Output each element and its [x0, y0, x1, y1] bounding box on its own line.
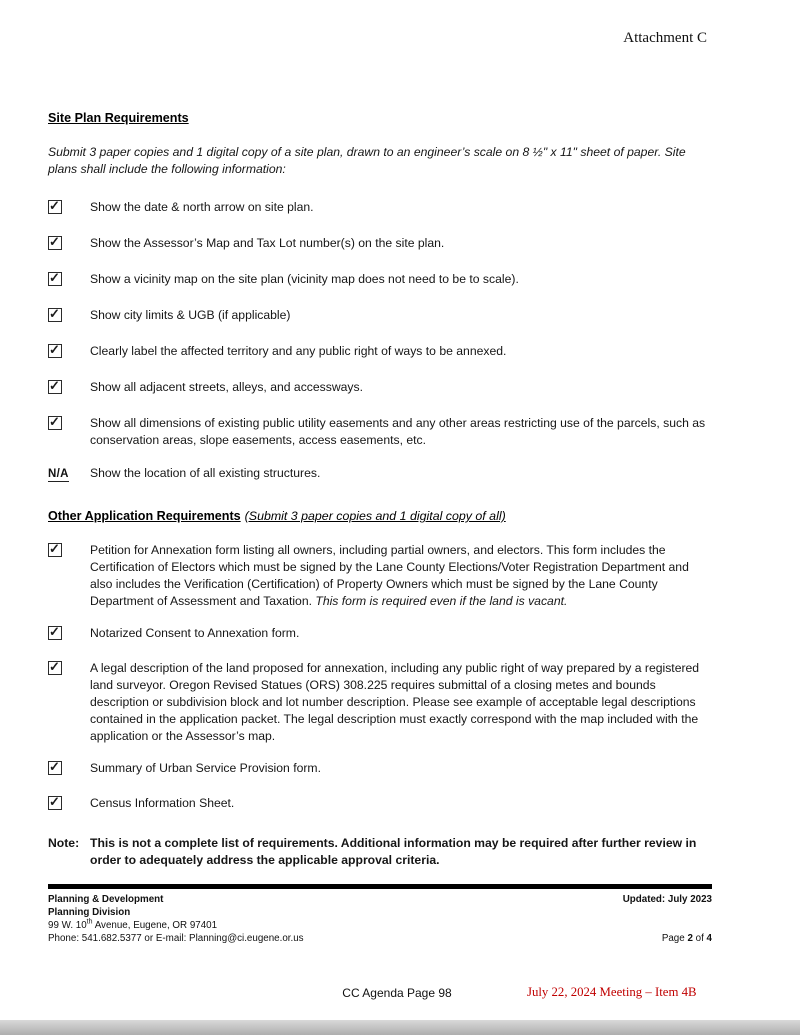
agenda-page-label: CC Agenda Page 98	[342, 986, 452, 1000]
footer-address-sup: th	[86, 918, 93, 926]
other-requirements-heading	[48, 508, 712, 525]
footer-contact: Phone: 541.682.5377 or E-mail: Planning@ci.eugene.or.us	[48, 933, 304, 944]
checked-checkbox-icon	[48, 761, 62, 775]
checklist-item	[48, 415, 712, 449]
checklist-item-text: Show all adjacent streets, alleys, and accessways.	[90, 380, 363, 394]
document-content	[48, 110, 712, 869]
footer-page-total: 4	[706, 933, 712, 944]
checklist-item	[48, 625, 712, 645]
checked-checkbox-icon	[48, 626, 62, 640]
checklist-item	[48, 307, 712, 327]
footer-org: Planning & Development	[48, 894, 164, 905]
checklist-item	[48, 465, 712, 482]
footer-address-pre: 99 W. 10	[48, 920, 87, 931]
checklist-item-text: Show city limits & UGB (if applicable)	[90, 308, 291, 322]
checklist-item	[48, 271, 712, 291]
checklist-item	[48, 542, 712, 610]
checked-checkbox-icon	[48, 661, 62, 675]
checklist-item-text: Show the date & north arrow on site plan.	[90, 200, 314, 214]
checklist-item-text: Show the Assessor’s Map and Tax Lot number(s) on the site plan.	[90, 236, 445, 250]
footer-division: Planning Division	[48, 907, 131, 918]
item-marker	[48, 625, 90, 645]
checklist-item-text: Summary of Urban Service Provision form.	[90, 761, 321, 775]
footer-page-middle: of	[695, 933, 704, 944]
checklist-item-text: Show the location of all existing structures.	[90, 466, 321, 480]
item-marker	[48, 271, 90, 291]
page-footer	[48, 884, 712, 945]
item-marker	[48, 795, 90, 815]
checklist-item	[48, 343, 712, 363]
note-label: Note:	[48, 836, 80, 850]
checked-checkbox-icon	[48, 272, 62, 286]
checklist-item-text: Show a vicinity map on the site plan (vicinity map does not need to be to scale).	[90, 272, 519, 286]
checklist-item	[48, 760, 712, 780]
meeting-item-label: July 22, 2024 Meeting – Item 4B	[527, 985, 697, 999]
na-marker: N/A	[48, 468, 69, 480]
checklist-item-text-main: Petition for Annexation form listing all owners, including partial owners, and electors. This form includes the Certification of Electors which must be signed by the Lane County Elections/Voter Registration Department and also includes the Verification (Certification) of Property Owners which must be signed by the Lane County Department of Assessment and Taxation.	[90, 543, 689, 608]
footer-updated: Updated: July 2023	[622, 894, 712, 905]
scan-edge	[0, 1020, 800, 1035]
note-text: This is not a complete list of requirements. Additional information may be required after further review in order to adequately address the applicable approval criteria.	[90, 836, 697, 867]
item-marker	[48, 235, 90, 255]
checklist-item-text: Clearly label the affected territory and any public right of ways to be annexed.	[90, 344, 507, 358]
footer-page-current: 2	[687, 933, 693, 944]
item-marker	[48, 542, 90, 562]
item-marker	[48, 660, 90, 680]
item-marker	[48, 307, 90, 327]
checked-checkbox-icon	[48, 308, 62, 322]
other-requirements-heading-note: (Submit 3 paper copies and 1 digital copy of all)	[244, 509, 506, 523]
checklist-item-text: Show all dimensions of existing public utility easements and any other areas restricting use of the parcels, such as conservation areas, slope easements, access easements, etc.	[90, 416, 706, 447]
checked-checkbox-icon	[48, 200, 62, 214]
item-marker	[48, 760, 90, 780]
footer-page-prefix: Page	[661, 933, 685, 944]
checked-checkbox-icon	[48, 416, 62, 430]
footer-divider	[48, 884, 712, 889]
checked-checkbox-icon	[48, 796, 62, 810]
checklist-item	[48, 379, 712, 399]
checklist-item-text: A legal description of the land proposed for annexation, including any public right of way prepared by a registered land surveyor. Oregon Revised Statues (ORS) 308.225 requires submittal of a closing metes and bounds description or subdivision block and lot number description. Please see example of acceptable legal descriptions contained in the application packet. The legal description must exactly correspond with the map included with the application or the Assessor’s map.	[90, 661, 700, 743]
item-marker	[48, 465, 90, 482]
checked-checkbox-icon	[48, 236, 62, 250]
checklist-item-text	[90, 542, 712, 610]
checklist-item	[48, 235, 712, 255]
site-plan-heading: Site Plan Requirements	[48, 111, 189, 125]
item-marker	[48, 343, 90, 363]
checklist-item-text-italic: This form is required even if the land is vacant.	[315, 594, 568, 608]
site-plan-intro: Submit 3 paper copies and 1 digital copy of a site plan, drawn to an engineer’s scale on 8 ½" x 11" sheet of paper. Site plans shall include the following information:	[48, 145, 686, 176]
other-requirements-heading-title: Other Application Requirements	[48, 509, 241, 523]
checklist-item	[48, 795, 712, 815]
footer-address	[48, 919, 712, 932]
checked-checkbox-icon	[48, 344, 62, 358]
checked-checkbox-icon	[48, 543, 62, 557]
checklist-item-text: Notarized Consent to Annexation form.	[90, 626, 300, 640]
checklist-item-text: Census Information Sheet.	[90, 796, 235, 810]
item-marker	[48, 379, 90, 399]
item-marker	[48, 199, 90, 219]
footer-page-number	[662, 932, 712, 945]
checklist-item	[48, 660, 712, 745]
checklist-item	[48, 199, 712, 219]
footer-address-post: Avenue, Eugene, OR 97401	[92, 920, 218, 931]
attachment-label: Attachment C	[623, 30, 707, 46]
checked-checkbox-icon	[48, 380, 62, 394]
item-marker	[48, 415, 90, 435]
note-block	[48, 835, 712, 869]
